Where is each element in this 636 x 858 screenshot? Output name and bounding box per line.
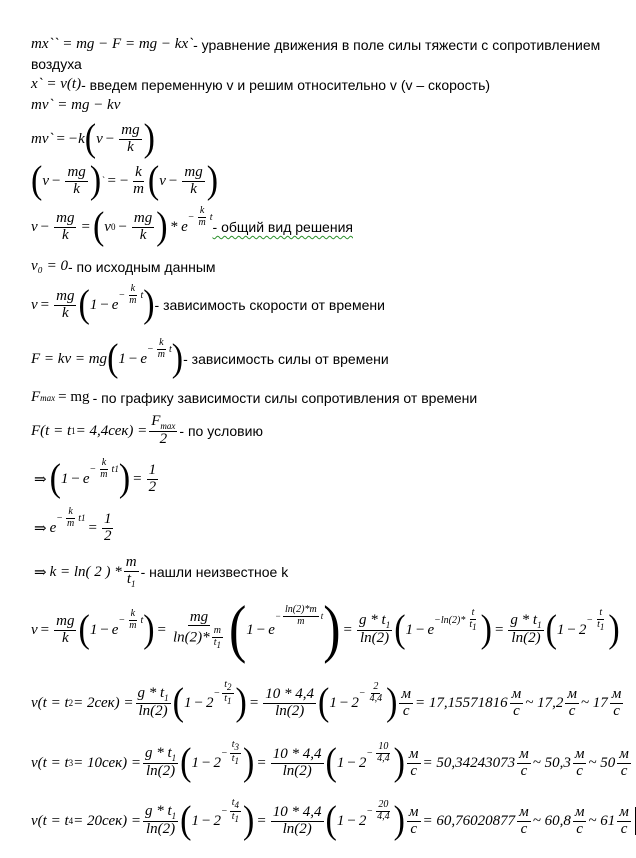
mv-prime: mv` bbox=[31, 130, 54, 147]
equation-line-v-t4: v(t = t 4 = 20сек) = $\frac{g * t_1}{\ln(2)}$ ( 1 − 2 − $\frac{t4}{t1}$ ) = $\frac{10 * 4,4}{\ln(2)}$ ( 1 − 2 − $\frac{20}{4,4}$ ) $\frac{м}{с}$ = 60,76020877 $\frac{м}{с}$ ~ 60,8 $\frac{м}{с}$ ~ 61 $\frac{м}{с}$ bbox=[31, 804, 636, 838]
substitution-note: - введем переменную v и решим относительно v (v – скорость) bbox=[81, 76, 491, 93]
fraction-mg-k: $\frac{mg}{k}$ bbox=[121, 121, 140, 155]
motion-equation-note: - уравнение движения в поле силы тяжести с сопротивлением bbox=[193, 36, 601, 53]
result-t3: = 50,34243073 bbox=[422, 754, 516, 771]
paren-group: ( v − $\frac{mg}{k}$ ) bbox=[147, 159, 219, 202]
equation-line-4 bbox=[31, 117, 155, 160]
equation-line-general-solution: v − $\frac{mg}{k}$ = ( v 0 − $\frac{mg}{k}$ ) * e − $\frac{k}{m}$ t - общий вид решения bbox=[31, 205, 353, 248]
equation-line-motion bbox=[31, 36, 600, 53]
equation-line-v-t2: v(t = t 2 = 2сек) = $\frac{g * t_1}{\ln(2)}$ ( 1 − 2 − $\frac{t2}{t1}$ ) = $\frac{10 * 4,4}{\ln(2)}$ ( 1 − 2 − $\frac{2}{4,4}$ ) $\frac{м}{с}$ = 17,15571816 $\frac{м}{с}$ ~ 17,2 $\frac{м}{с}$ ~ 17 $\frac{м}{с}$ bbox=[31, 679, 622, 724]
equation-line-implies-1: ⇒ ( 1 − e − $\frac{k}{m}$ t 1 ) = $\frac{1}{2}$ bbox=[34, 457, 157, 500]
substitution-equation: x` = v(t) bbox=[31, 76, 82, 92]
equation-line-condition: F(t = t 1 = 4,4сек) = $\frac{F_{max}}{2}$ - по условию bbox=[31, 413, 263, 448]
equation-line-motion-cont bbox=[31, 56, 82, 72]
paren-group: ( v − $\frac{mg}{k}$ ) bbox=[31, 159, 102, 202]
fraction-mg-k: $\frac{mg}{k}$ bbox=[67, 163, 86, 197]
velocity-equation: mv` = mg − kv bbox=[31, 97, 121, 113]
result-t2: = 17,15571816 bbox=[415, 694, 508, 711]
k-symbol: k bbox=[78, 130, 85, 147]
v-symbol: v bbox=[96, 130, 103, 147]
result-t4: = 60,76020877 bbox=[422, 812, 516, 829]
equation-line-3 bbox=[31, 97, 120, 114]
velocity-time-note: - зависимость скорости от времени bbox=[154, 297, 385, 313]
equation-line-v-t3: v(t = t 3 = 10сек) = $\frac{g * t_1}{\ln(2)}$ ( 1 − 2 − $\frac{t3}{t1}$ ) = $\frac{10 * 4,4}{\ln(2)}$ ( 1 − 2 − $\frac{10}{4,4}$ ) $\frac{м}{с}$ = 50,34243073 $\frac{м}{с}$ ~ 50,3 $\frac{м}{с}$ ~ 50 $\frac{м}{с}$ bbox=[31, 739, 629, 784]
minus-sign: − bbox=[105, 130, 115, 147]
force-time-note: - зависимость силы от времени bbox=[183, 351, 389, 367]
fraction-k-m: $\frac{k}{m}$ bbox=[133, 163, 144, 197]
paren-group: ( v − $\frac{mg}{k}$ ) bbox=[84, 117, 155, 160]
equation-line-initial: v₀ = 0 - по исходным данным bbox=[31, 258, 216, 275]
equation-line-force-time: F = kv = mg ( 1 − e − $\frac{k}{m}$ t ) - зависимость силы от времени bbox=[31, 337, 389, 380]
equation-line-5: ( v − $\frac{mg}{k}$ ) ` = − $\frac{k}{m}$ ( v − $\frac{mg}{k}$ ) bbox=[31, 159, 219, 202]
equation-line-k: ⇒ k = ln( 2 ) * $\frac{m}{t_1}$ - нашли неизвестное k bbox=[34, 554, 289, 589]
initial-note: - по исходным данным bbox=[68, 258, 216, 275]
equation-line-implies-2: ⇒ e − $\frac{k}{m}$ t 1 = $\frac{1}{2}$ bbox=[34, 506, 112, 544]
motion-equation: mx`` = mg − F = mg − kx` bbox=[31, 36, 194, 52]
condition-note: - по условию bbox=[179, 423, 263, 440]
minus-sign: − bbox=[67, 130, 79, 147]
equation-line-velocity-time: v = $\frac{mg}{k}$ ( 1 − e − $\frac{k}{m}$ t ) - зависимость скорости от времени bbox=[31, 283, 385, 326]
k-note: - нашли неизвестное k bbox=[140, 564, 289, 581]
equation-line-velocity-subst: v = $\frac{mg}{k}$ ( 1 − e − $\frac{k}{m}$ t ) = mg ln(2)* $\frac{m}{t1}$ ( 1 − e − $\frac{\ln(2)*m}{m}$ t ) = $\frac{g * t_1}{\ln(2)}$ ( 1 − e −ln(2)* $\frac{t}{t1}$ ) = $\frac{g * t_1}{\ln(2)}$ ( 1 − 2 − $\frac{t}{t1}$ ) bbox=[31, 593, 620, 665]
eq-sign: = bbox=[56, 130, 65, 147]
motion-equation-note-cont: воздуха bbox=[31, 56, 82, 72]
fmax-note: - по графику зависимости силы сопротивления от времени bbox=[92, 389, 478, 406]
equation-line-substitution bbox=[31, 76, 490, 93]
general-solution-note: - общий вид решения bbox=[212, 219, 353, 235]
equation-line-fmax: F max = mg - по графику зависимости силы сопротивления от времени bbox=[31, 389, 478, 406]
